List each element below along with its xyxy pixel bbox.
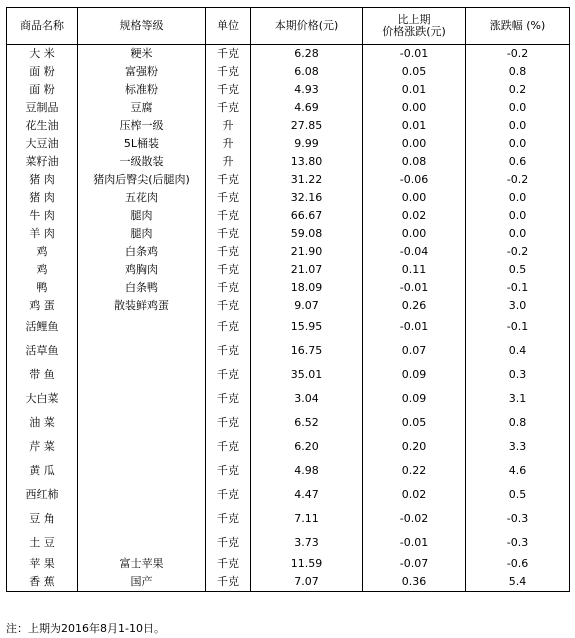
table-row — [7, 261, 570, 279]
cell-pct: 0.2 — [466, 81, 570, 99]
header-spec: 规格等级 — [78, 8, 206, 45]
cell-change: 0.00 — [363, 99, 466, 117]
cell-pct: 0.5 — [466, 261, 570, 279]
cell-price: 4.98 — [251, 459, 363, 483]
cell-unit: 升 — [206, 153, 251, 171]
cell-pct: 0.5 — [466, 483, 570, 507]
cell-spec: 一级散装 — [78, 153, 206, 171]
table-row — [7, 483, 570, 507]
cell-price: 9.07 — [251, 297, 363, 315]
cell-price: 7.07 — [251, 573, 363, 592]
cell-name: 带 鱼 — [7, 363, 78, 387]
cell-unit: 千克 — [206, 297, 251, 315]
cell-name: 大 米 — [7, 45, 78, 64]
cell-spec — [78, 363, 206, 387]
cell-spec — [78, 315, 206, 339]
cell-name: 西红柿 — [7, 483, 78, 507]
cell-unit: 千克 — [206, 531, 251, 555]
cell-name: 活草鱼 — [7, 339, 78, 363]
cell-change: 0.26 — [363, 297, 466, 315]
cell-name: 大白菜 — [7, 387, 78, 411]
table-row — [7, 189, 570, 207]
cell-spec — [78, 387, 206, 411]
table-row — [7, 507, 570, 531]
cell-unit: 千克 — [206, 243, 251, 261]
cell-name: 香 蕉 — [7, 573, 78, 592]
table-row — [7, 117, 570, 135]
cell-name: 花生油 — [7, 117, 78, 135]
cell-spec — [78, 483, 206, 507]
cell-name: 豆制品 — [7, 99, 78, 117]
table-row — [7, 207, 570, 225]
cell-pct: -0.3 — [466, 507, 570, 531]
cell-change: 0.20 — [363, 435, 466, 459]
table-row — [7, 315, 570, 339]
cell-change: -0.01 — [363, 45, 466, 64]
table-row — [7, 153, 570, 171]
table-row — [7, 135, 570, 153]
cell-spec — [78, 531, 206, 555]
table-row — [7, 459, 570, 483]
cell-price: 4.69 — [251, 99, 363, 117]
cell-unit: 千克 — [206, 507, 251, 531]
cell-spec: 白条鸡 — [78, 243, 206, 261]
cell-name: 面 粉 — [7, 81, 78, 99]
cell-change: 0.11 — [363, 261, 466, 279]
cell-spec — [78, 459, 206, 483]
cell-price: 4.47 — [251, 483, 363, 507]
cell-name: 油 菜 — [7, 411, 78, 435]
cell-name: 黄 瓜 — [7, 459, 78, 483]
cell-spec: 国产 — [78, 573, 206, 592]
header-change-line2: 价格涨跌(元) — [382, 25, 446, 38]
cell-change: -0.01 — [363, 315, 466, 339]
cell-unit: 千克 — [206, 207, 251, 225]
cell-pct: -0.2 — [466, 243, 570, 261]
cell-change: -0.02 — [363, 507, 466, 531]
cell-pct: -0.1 — [466, 315, 570, 339]
cell-price: 32.16 — [251, 189, 363, 207]
cell-spec: 腿肉 — [78, 225, 206, 243]
cell-pct: -0.6 — [466, 555, 570, 573]
cell-price: 6.20 — [251, 435, 363, 459]
cell-name: 面 粉 — [7, 63, 78, 81]
header-row — [7, 8, 570, 45]
cell-spec: 五花肉 — [78, 189, 206, 207]
cell-spec — [78, 339, 206, 363]
cell-pct: 0.0 — [466, 117, 570, 135]
cell-change: 0.01 — [363, 117, 466, 135]
cell-unit: 千克 — [206, 573, 251, 592]
table-row — [7, 45, 570, 64]
cell-change: -0.07 — [363, 555, 466, 573]
cell-pct: 0.3 — [466, 363, 570, 387]
table-row — [7, 531, 570, 555]
cell-price: 11.59 — [251, 555, 363, 573]
cell-spec — [78, 507, 206, 531]
table-row — [7, 363, 570, 387]
cell-spec: 富士苹果 — [78, 555, 206, 573]
cell-name: 菜籽油 — [7, 153, 78, 171]
header-name: 商品名称 — [7, 8, 78, 45]
cell-unit: 千克 — [206, 387, 251, 411]
table-row — [7, 339, 570, 363]
table-row — [7, 573, 570, 592]
cell-change: 0.00 — [363, 225, 466, 243]
cell-spec: 豆腐 — [78, 99, 206, 117]
table-row — [7, 411, 570, 435]
cell-change: 0.00 — [363, 189, 466, 207]
table-row — [7, 243, 570, 261]
cell-pct: 3.3 — [466, 435, 570, 459]
cell-unit: 千克 — [206, 363, 251, 387]
table-row — [7, 81, 570, 99]
cell-price: 59.08 — [251, 225, 363, 243]
header-price: 本期价格(元) — [251, 8, 363, 45]
cell-name: 鸡 — [7, 261, 78, 279]
cell-spec: 腿肉 — [78, 207, 206, 225]
cell-change: 0.02 — [363, 483, 466, 507]
cell-pct: 0.8 — [466, 411, 570, 435]
cell-pct: -0.1 — [466, 279, 570, 297]
cell-unit: 千克 — [206, 81, 251, 99]
cell-change: -0.01 — [363, 531, 466, 555]
cell-change: 0.36 — [363, 573, 466, 592]
cell-price: 21.90 — [251, 243, 363, 261]
header-pct: 涨跌幅 (%) — [466, 8, 570, 45]
table-row — [7, 297, 570, 315]
cell-unit: 升 — [206, 117, 251, 135]
header-unit: 单位 — [206, 8, 251, 45]
cell-price: 15.95 — [251, 315, 363, 339]
cell-pct: 0.8 — [466, 63, 570, 81]
footnote: 注：上期为2016年8月1-10日。 — [6, 622, 165, 635]
cell-change: 0.09 — [363, 387, 466, 411]
cell-change: 0.08 — [363, 153, 466, 171]
cell-pct: 0.0 — [466, 99, 570, 117]
cell-unit: 千克 — [206, 261, 251, 279]
cell-spec: 5L桶装 — [78, 135, 206, 153]
cell-price: 66.67 — [251, 207, 363, 225]
cell-name: 鸡 — [7, 243, 78, 261]
cell-price: 31.22 — [251, 171, 363, 189]
cell-price: 3.04 — [251, 387, 363, 411]
cell-price: 7.11 — [251, 507, 363, 531]
cell-pct: 0.0 — [466, 135, 570, 153]
cell-unit: 千克 — [206, 483, 251, 507]
cell-spec — [78, 435, 206, 459]
cell-change: 0.09 — [363, 363, 466, 387]
cell-price: 6.28 — [251, 45, 363, 64]
cell-pct: -0.2 — [466, 171, 570, 189]
cell-name: 鸭 — [7, 279, 78, 297]
cell-spec: 白条鸭 — [78, 279, 206, 297]
cell-name: 活鲤鱼 — [7, 315, 78, 339]
cell-pct: 0.0 — [466, 225, 570, 243]
cell-price: 9.99 — [251, 135, 363, 153]
cell-price: 21.07 — [251, 261, 363, 279]
cell-change: 0.01 — [363, 81, 466, 99]
cell-name: 羊 肉 — [7, 225, 78, 243]
cell-change: 0.05 — [363, 63, 466, 81]
cell-unit: 千克 — [206, 555, 251, 573]
cell-price: 18.09 — [251, 279, 363, 297]
cell-unit: 千克 — [206, 435, 251, 459]
cell-unit: 千克 — [206, 279, 251, 297]
cell-price: 13.80 — [251, 153, 363, 171]
cell-price: 4.93 — [251, 81, 363, 99]
cell-change: -0.01 — [363, 279, 466, 297]
cell-name: 豆 角 — [7, 507, 78, 531]
cell-price: 6.52 — [251, 411, 363, 435]
cell-unit: 千克 — [206, 63, 251, 81]
cell-price: 16.75 — [251, 339, 363, 363]
table-row — [7, 435, 570, 459]
table-row — [7, 63, 570, 81]
cell-pct: 0.4 — [466, 339, 570, 363]
cell-name: 土 豆 — [7, 531, 78, 555]
header-change — [363, 8, 466, 45]
cell-price: 27.85 — [251, 117, 363, 135]
cell-name: 猪 肉 — [7, 189, 78, 207]
table-row — [7, 279, 570, 297]
cell-unit: 千克 — [206, 171, 251, 189]
cell-name: 大豆油 — [7, 135, 78, 153]
cell-unit: 千克 — [206, 315, 251, 339]
cell-pct: 4.6 — [466, 459, 570, 483]
cell-price: 3.73 — [251, 531, 363, 555]
cell-spec: 压榨一级 — [78, 117, 206, 135]
cell-unit: 千克 — [206, 99, 251, 117]
cell-name: 猪 肉 — [7, 171, 78, 189]
cell-spec: 散装鲜鸡蛋 — [78, 297, 206, 315]
cell-change: 0.05 — [363, 411, 466, 435]
cell-unit: 千克 — [206, 189, 251, 207]
cell-change: 0.00 — [363, 135, 466, 153]
cell-pct: 3.0 — [466, 297, 570, 315]
cell-spec: 猪肉后臀尖(后腿肉) — [78, 171, 206, 189]
cell-change: 0.22 — [363, 459, 466, 483]
table-row — [7, 555, 570, 573]
table-row — [7, 387, 570, 411]
cell-spec — [78, 411, 206, 435]
cell-price: 35.01 — [251, 363, 363, 387]
cell-unit: 千克 — [206, 411, 251, 435]
cell-pct: -0.2 — [466, 45, 570, 64]
cell-pct: 3.1 — [466, 387, 570, 411]
header-change-line1: 比上期 — [397, 12, 431, 26]
table-row — [7, 99, 570, 117]
cell-spec: 鸡胸肉 — [78, 261, 206, 279]
cell-change: 0.02 — [363, 207, 466, 225]
cell-name: 芹 菜 — [7, 435, 78, 459]
cell-change: -0.04 — [363, 243, 466, 261]
cell-spec: 富强粉 — [78, 63, 206, 81]
cell-unit: 千克 — [206, 45, 251, 64]
price-table — [6, 7, 570, 592]
cell-price: 6.08 — [251, 63, 363, 81]
cell-pct: 5.4 — [466, 573, 570, 592]
cell-unit: 千克 — [206, 339, 251, 363]
cell-pct: 0.0 — [466, 207, 570, 225]
cell-name: 苹 果 — [7, 555, 78, 573]
cell-pct: 0.0 — [466, 189, 570, 207]
cell-change: -0.06 — [363, 171, 466, 189]
cell-pct: -0.3 — [466, 531, 570, 555]
cell-unit: 升 — [206, 135, 251, 153]
cell-spec: 粳米 — [78, 45, 206, 64]
cell-pct: 0.6 — [466, 153, 570, 171]
cell-name: 鸡 蛋 — [7, 297, 78, 315]
table-row — [7, 171, 570, 189]
cell-change: 0.07 — [363, 339, 466, 363]
table-row — [7, 225, 570, 243]
cell-name: 牛 肉 — [7, 207, 78, 225]
cell-spec: 标准粉 — [78, 81, 206, 99]
cell-unit: 千克 — [206, 459, 251, 483]
cell-unit: 千克 — [206, 225, 251, 243]
